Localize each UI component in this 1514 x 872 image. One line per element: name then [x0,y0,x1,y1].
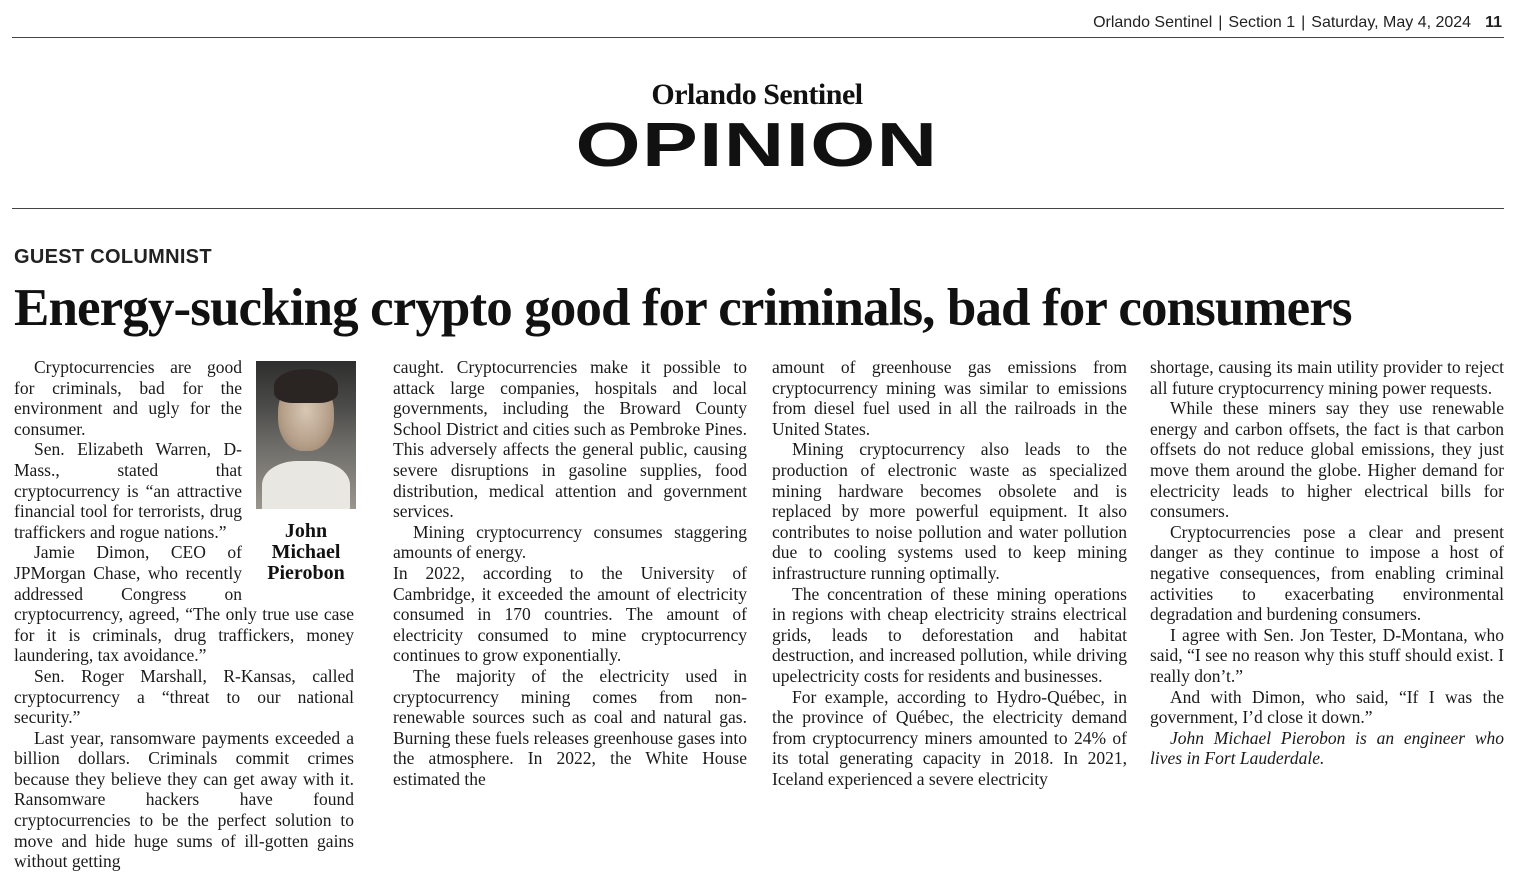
article-paragraph: Jamie Dimon, CEO of JPMorgan Chase, who recently addressed Congress on cryptocurrency, agreed, “The only true use case for it is criminals, drug traffickers, money laundering, tax avoidance.” [14,542,354,666]
article-headline: Energy-sucking crypto good for criminals, bad for consumers [14,279,1352,337]
article-column-1 [14,357,354,872]
top-rule [12,37,1504,38]
folio-divider: | [1301,14,1306,31]
masthead-section-title: OPINION [575,111,939,180]
folio-page-number: 11 [1485,14,1502,31]
author-middle-name: Michael [271,541,341,563]
article-column-4 [1150,357,1504,769]
folio-section: Section 1 [1228,14,1296,31]
author-tagline: John Michael Pierobon is an engineer who lives in Fort Lauderdale. [1150,727,1504,769]
article-paragraph: Sen. Elizabeth Warren, D-Mass., stated that cryptocurrency is “an attractive financial tool for terrorists, drug traffickers and rogue nations.” [14,439,242,542]
article-column-3 [772,357,1127,789]
article-paragraph: amount of greenhouse gas emissions from cryptocurrency mining was similar to emissions from diesel fuel used in all the railroads in the United States. [772,357,1127,439]
article-paragraph: Cryptocurrencies are good for criminals, bad for the environment and ugly for the consumer. [14,357,242,439]
article-paragraph: While these miners say they use renewable energy and carbon offsets, the fact is that carbon offsets do not reduce global emissions, they just move them around the globe. Higher demand for electricity leads to higher electrical bills for consumers. [1150,398,1504,522]
article-paragraph: Mining cryptocurrency consumes staggering amounts of energy. [393,521,747,563]
article-paragraph: And with Dimon, who said, “If I was the government, I’d close it down.” [1150,686,1504,728]
author-last-name: Pierobon [267,562,345,584]
article-paragraph: For example, according to Hydro-Québec, in the province of Québec, the electricity demand from cryptocurrency miners amounted to 24% of its total generating capacity in 2018. In 2021, Iceland experienced a severe electricity [772,686,1127,789]
folio-date: Saturday, May 4, 2024 [1311,14,1472,31]
masthead-paper-name: Orlando Sentinel [651,78,863,111]
folio-divider: | [1218,14,1223,31]
article-paragraph: Cryptocurrencies pose a clear and present danger as they continue to impose a host of negative consequences, from enabling criminal activities to exacerbating environmental degradation and burdening consumers. [1150,521,1504,625]
folio-paper: Orlando Sentinel [1093,14,1213,31]
article-paragraph: caught. Cryptocurrencies make it possible to attack large companies, hospitals and local governments, including the Broward County School District and cities such as Pembroke Pines. This adversely affects the general public, causing severe disruptions in gasoline supplies, food distribution, medical attention and government services. [393,357,747,522]
article-paragraph: shortage, causing its main utility provider to reject all future cryptocurrency mining power requests. [1150,357,1504,398]
masthead [0,78,1514,178]
article-paragraph: The majority of the electricity used in cryptocurrency mining comes from non-renewable sources such as coal and natural gas. Burning these fuels releases greenhouse gases into the atmosphere. In 2022, the White House estimated the [393,665,747,789]
article-paragraph: The concentration of these mining operations in regions with cheap electricity strains electrical grids, leads to deforestation and habitat destruction, and increased pollution, while driving upelectricity costs for residents and businesses. [772,583,1127,686]
article-paragraph: Last year, ransomware payments exceeded a billion dollars. Criminals commit crimes because they believe they can get away with it. Ransomware hackers have found cryptocurrencies to be the perfect solution to move and hide huge sums of ill-gotten gains without getting [14,727,354,872]
masthead-rule [12,208,1504,209]
author-first-name: John [284,520,328,542]
article-paragraph: Sen. Roger Marshall, R-Kansas, called cryptocurrency a “threat to our national security.” [14,665,354,728]
article-paragraph: In 2022, according to the University of Cambridge, it exceeded the amount of electricity consumed in 170 countries. The amount of electricity consumed to mine cryptocurrency continues to grow exponentially. [393,562,747,666]
author-photo [256,361,356,509]
author-block [250,361,362,584]
article-kicker: GUEST COLUMNIST [14,246,212,268]
article-paragraph: Mining cryptocurrency also leads to the production of electronic waste as specialized mining hardware becomes obsolete and is replaced by more powerful equipment. It also contributes to noise pollution and water pollution due to cooling systems used to keep mining infrastructure running optimally. [772,439,1127,583]
article-column-2 [393,357,747,789]
author-byline [250,521,362,584]
article-paragraph: I agree with Sen. Jon Tester, D-Montana, who said, “I see no reason why this stuff should exist. I really don’t.” [1150,624,1504,686]
page-folio [1093,14,1502,32]
